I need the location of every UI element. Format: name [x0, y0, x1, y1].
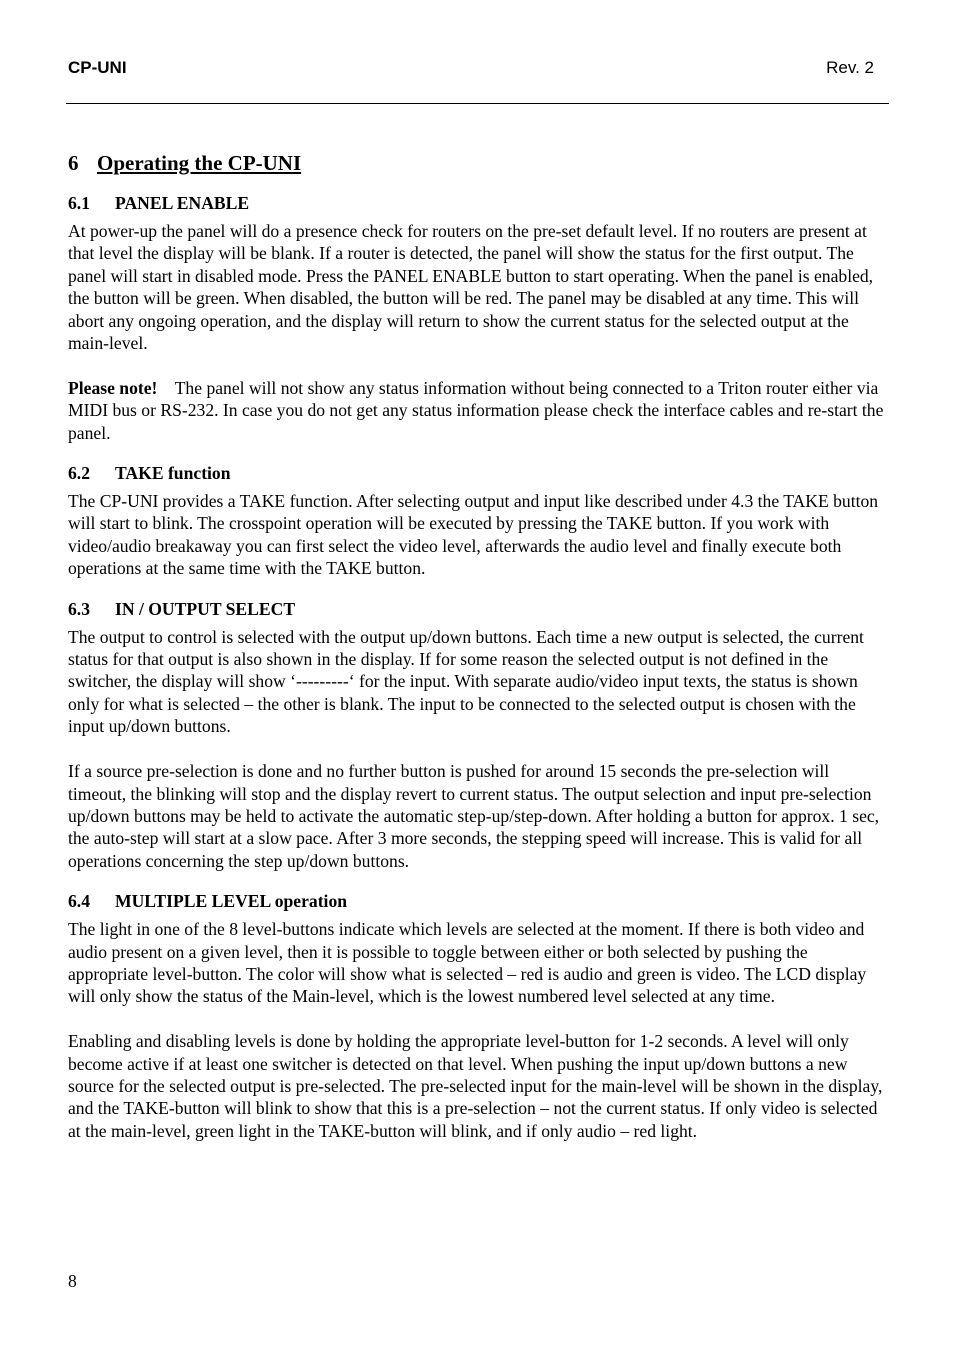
- section-title: TAKE function: [115, 463, 231, 484]
- note-text: The panel will not show any status information without being connected to a Triton router either via MIDI bus or RS-232. In case you do not get any status information please check the interface cables and re-start the panel.: [68, 377, 884, 443]
- chapter-heading: [68, 150, 890, 176]
- chapter-title: Operating the CP-UNI: [97, 151, 302, 175]
- section-title: PANEL ENABLE: [115, 193, 250, 213]
- section-title: MULTIPLE LEVEL operation: [115, 891, 348, 912]
- paragraph: The output to control is selected with the output up/down buttons. Each time a new output is selected, the current status for that output is also shown in the display. If for some reason the selected output is not defined in the switcher, the display will show ‘---------‘ for the input. With separate audio/video input texts, the status is shown only for what is selected – the other is blank. The input to be connected to the selected output is chosen with the input up/down buttons.: [68, 626, 864, 737]
- section-heading-6-4: [68, 890, 890, 912]
- section-heading-6-3: [68, 598, 890, 620]
- note-label: Please note!: [68, 377, 158, 398]
- paragraph: The light in one of the 8 level-buttons indicate which levels are selected at the moment. If there is both video and audio present on a given level, then it is possible to toggle between either or both selected by pushing the appropriate level-button. The color will show what is selected – red is audio and green is video. The LCD display will only show the status of the Main-level, which is the lowest numbered level selected at any time.: [68, 919, 867, 1007]
- note-paragraph: [68, 377, 890, 444]
- page-number: 8: [68, 1271, 77, 1291]
- section-number: 6.2: [68, 463, 90, 484]
- paragraph: At power-up the panel will do a presence check for routers on the pre-set default level. If no routers are present at that level the display will be blank. If a router is detected, the panel will show the status for the first output. The panel will start in disabled mode. Press the PANEL ENABLE button to start operating. When the panel is enabled, the button will be green. When disabled, the button will be red. The panel may be disabled at any time. This will abort any ongoing operation, and the display will return to show the current status for the selected output at the main-level.: [68, 221, 874, 354]
- paragraph: If a source pre-selection is done and no further button is pushed for around 15 seconds the pre-selection will timeout, the blinking will stop and the display revert to current status. The output selection and input pre-selection up/down buttons may be held to activate the automatic step-up/step-down. After holding a button for approx. 1 sec, the auto-step will start at a slow pace. After 3 more seconds, the stepping speed will increase. This is valid for all operations concerning the step up/down buttons.: [68, 761, 880, 871]
- section-number: 6.3: [68, 598, 90, 619]
- header-doc-name: CP-UNI: [68, 58, 127, 77]
- section-number: 6.4: [68, 891, 90, 912]
- header-revision: Rev. 2: [826, 58, 874, 77]
- section-heading-6-1: [68, 192, 890, 214]
- header-rule: [66, 103, 889, 104]
- section-number: 6.1: [68, 193, 90, 213]
- section-title: IN / OUTPUT SELECT: [115, 598, 296, 619]
- paragraph: The CP-UNI provides a TAKE function. After selecting output and input like described under 4.3 the TAKE button will start to blink. The crosspoint operation will be executed by pressing the TAKE button. If you work with video/audio breakaway you can first select the video level, afterwards the audio level and finally execute both operations at the same time with the TAKE button.: [68, 491, 879, 579]
- paragraph: Enabling and disabling levels is done by holding the appropriate level-button for 1-2 seconds. A level will only become active if at least one switcher is detected on that level. When pushing the input up/down buttons a new source for the selected output is pre-selected. The pre-selected input for the main-level will be shown in the display, and the TAKE-button will blink to show that this is a pre-selection – not the current status. If only video is selected at the main-level, green light in the TAKE-button will blink, and if only audio – red light.: [68, 1031, 883, 1141]
- section-heading-6-2: [68, 462, 890, 484]
- chapter-number: 6: [68, 151, 79, 175]
- body-content: [68, 150, 890, 1142]
